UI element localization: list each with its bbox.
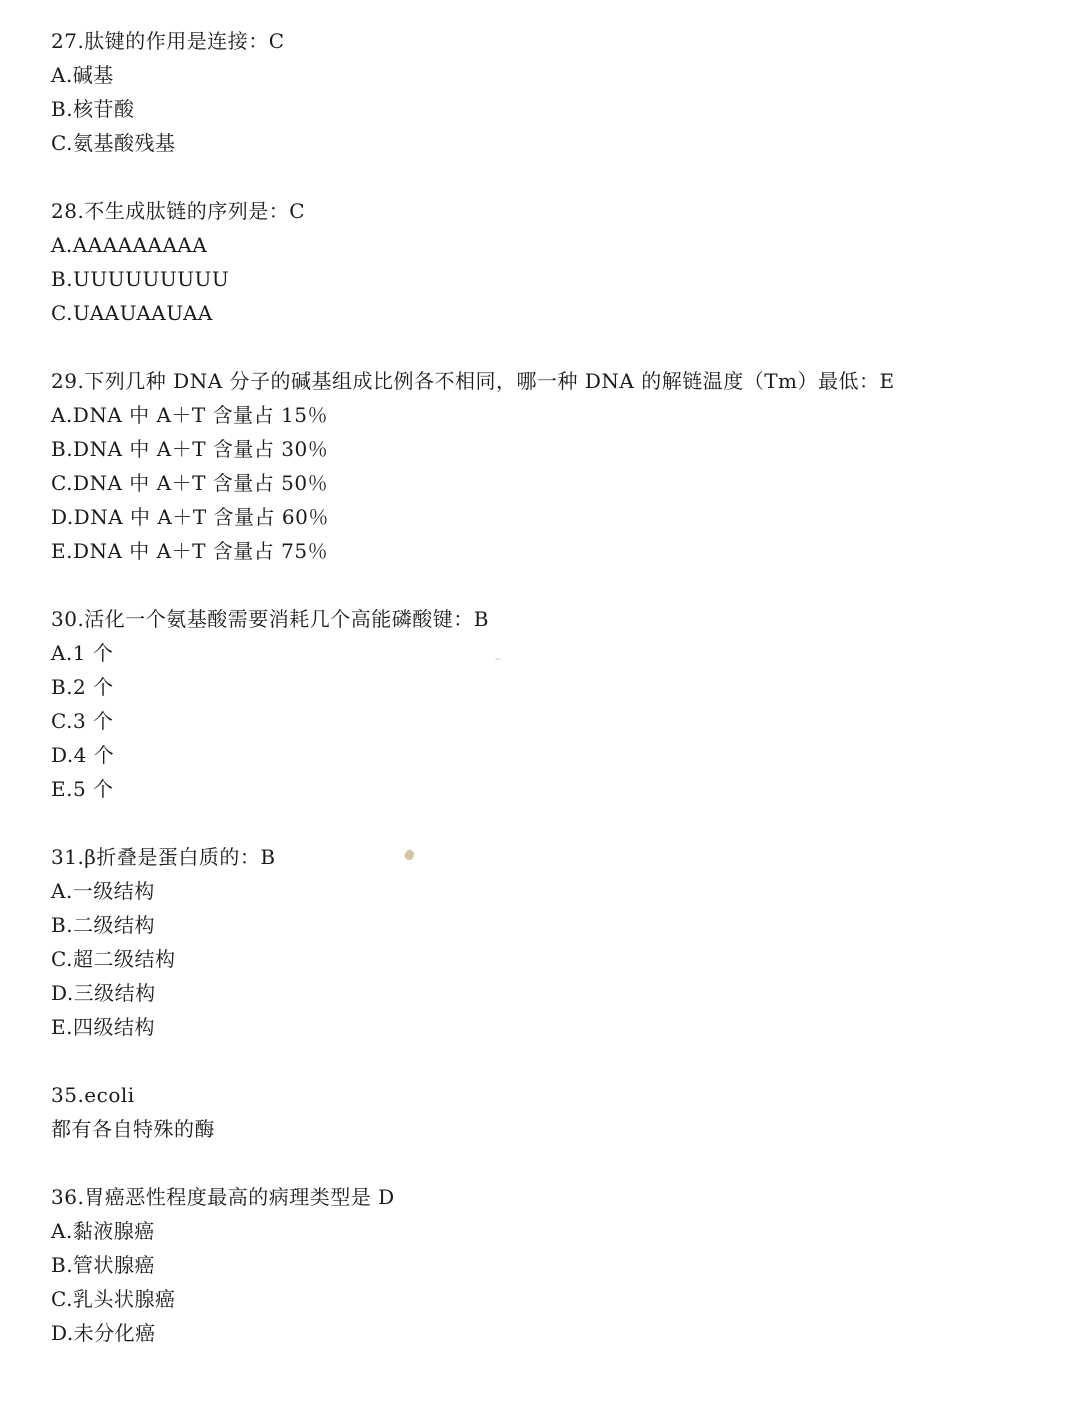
- option-c: C.超二级结构: [51, 947, 176, 971]
- spacer: [51, 568, 1051, 602]
- question-text: 31.β折叠是蛋白质的：B: [51, 845, 276, 869]
- question-text: 29.下列几种 DNA 分子的碱基组成比例各不相同，哪一种 DNA 的解链温度（Tm）最低：E: [51, 369, 895, 393]
- spacer: [51, 330, 1051, 364]
- option-d: D.未分化癌: [51, 1321, 156, 1345]
- question-block-28: [51, 194, 1051, 330]
- option-e: E.DNA 中 A＋T 含量占 75％: [51, 539, 329, 563]
- option-b: B.2 个: [51, 675, 114, 699]
- answer-note: 都有各自特殊的酶: [51, 1117, 215, 1141]
- question-text: 28.不生成肽链的序列是：C: [51, 199, 306, 223]
- option-c: C.氨基酸残基: [51, 131, 176, 155]
- option-b: B.二级结构: [51, 913, 156, 937]
- option-a: A.AAAAAAAAA: [51, 233, 208, 257]
- option-b: B.UUUUUUUUU: [51, 267, 230, 291]
- question-block-36: [51, 1180, 1051, 1350]
- spacer: [51, 1146, 1051, 1180]
- option-a: A.1 个: [51, 641, 114, 665]
- question-block-35: [51, 1078, 1051, 1146]
- option-c: C.DNA 中 A＋T 含量占 50％: [51, 471, 329, 495]
- question-block-30: [51, 602, 1051, 806]
- option-d: D.DNA 中 A＋T 含量占 60％: [51, 505, 329, 529]
- option-a: A.碱基: [51, 63, 114, 87]
- option-b: B.管状腺癌: [51, 1253, 156, 1277]
- question-block-31: [51, 840, 1051, 1044]
- option-e: E.5 个: [51, 777, 114, 801]
- option-a: A.黏液腺癌: [51, 1219, 155, 1243]
- option-a: A.DNA 中 A＋T 含量占 15％: [51, 403, 328, 427]
- option-d: D.三级结构: [51, 981, 156, 1005]
- spacer: [51, 1044, 1051, 1078]
- question-text: 35.ecoli: [51, 1083, 135, 1107]
- option-e: E.四级结构: [51, 1015, 155, 1039]
- option-d: D.4 个: [51, 743, 115, 767]
- document-page: [51, 24, 1051, 1350]
- scan-speck: [495, 658, 501, 660]
- spacer: [51, 160, 1051, 194]
- spacer: [51, 806, 1051, 840]
- option-c: C.乳头状腺癌: [51, 1287, 176, 1311]
- option-a: A.一级结构: [51, 879, 155, 903]
- question-text: 30.活化一个氨基酸需要消耗几个高能磷酸键：B: [51, 607, 490, 631]
- question-text: 36.胃癌恶性程度最高的病理类型是 D: [51, 1185, 395, 1209]
- option-b: B.DNA 中 A＋T 含量占 30％: [51, 437, 329, 461]
- question-block-27: [51, 24, 1051, 160]
- option-b: B.核苷酸: [51, 97, 135, 121]
- option-c: C.UAAUAAUAA: [51, 301, 213, 325]
- question-text: 27.肽键的作用是连接：C: [51, 29, 285, 53]
- question-block-29: [51, 364, 1051, 568]
- option-c: C.3 个: [51, 709, 114, 733]
